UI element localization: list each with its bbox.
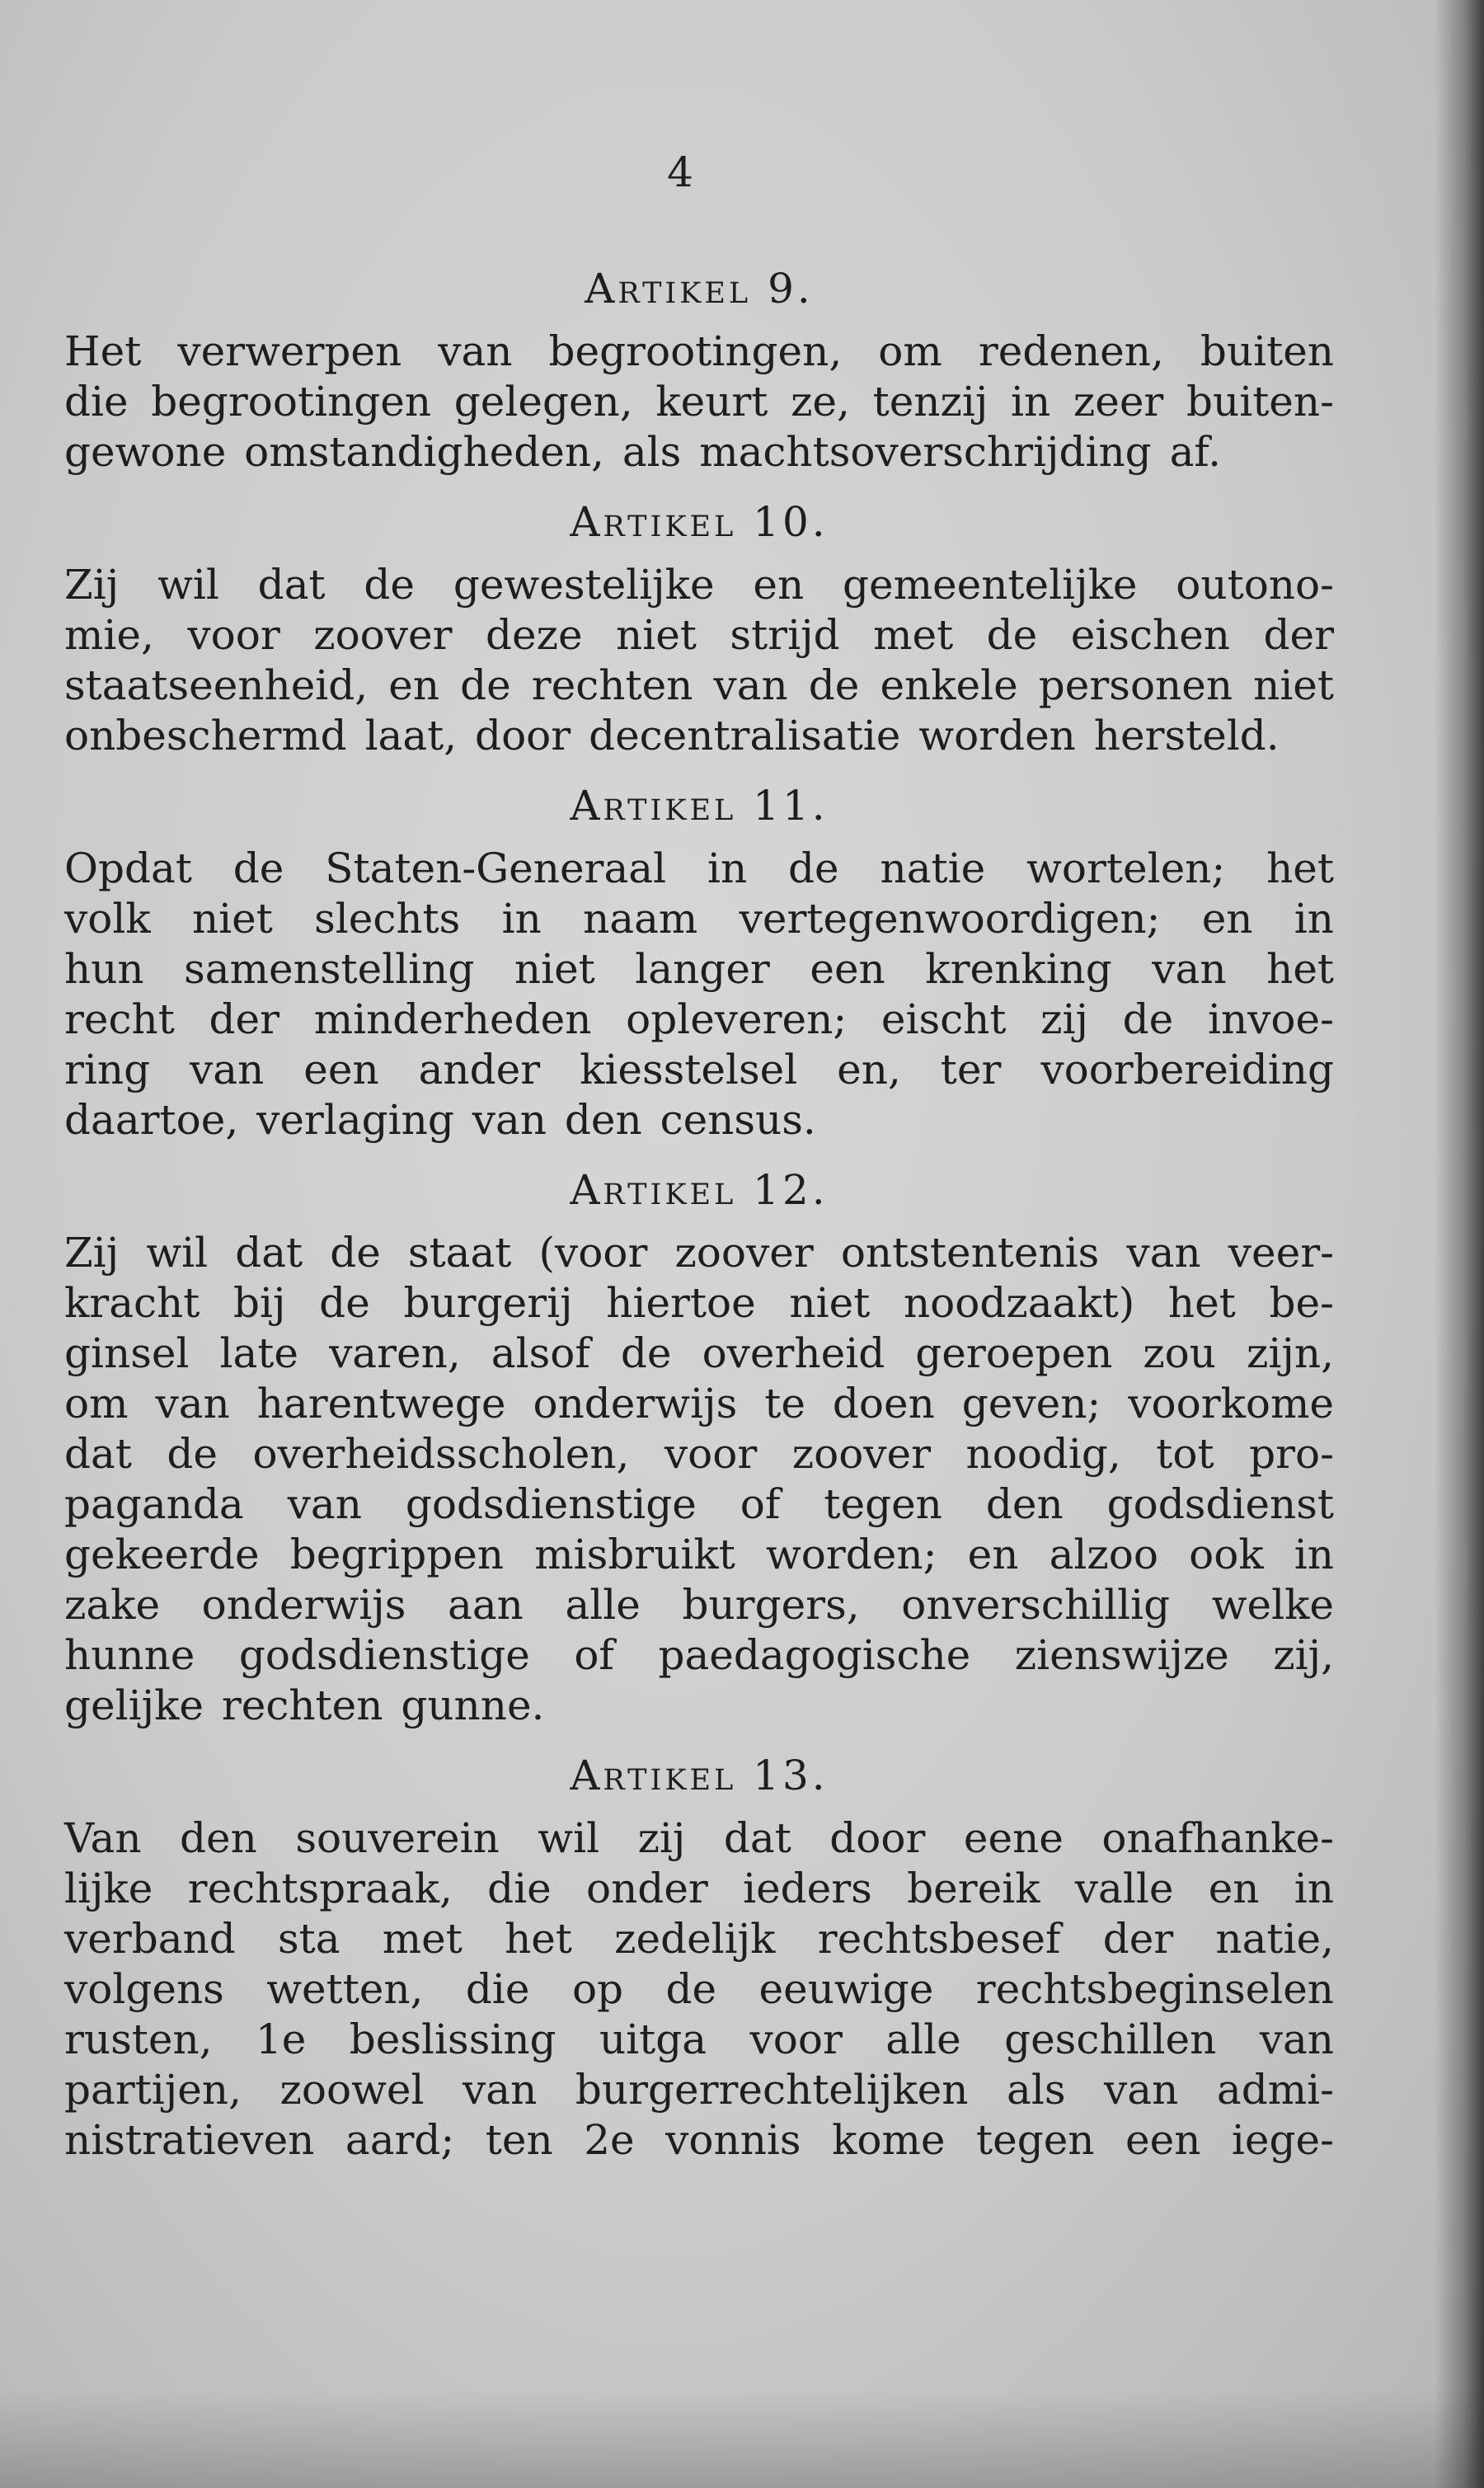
text-line: Van den souverein wil zij dat door eene onafhanke- bbox=[64, 1814, 1334, 1862]
article-heading: Artikel 12. bbox=[570, 1166, 829, 1214]
text-line: volgens wetten, die op de eeuwige rechtsbeginselen bbox=[64, 1965, 1334, 2013]
text-line: daartoe, verlaging van den census. bbox=[64, 1096, 816, 1144]
text-line: die begrootingen gelegen, keurt ze, tenzij in zeer buiten- bbox=[64, 378, 1334, 426]
article-heading: Artikel 11. bbox=[570, 782, 829, 830]
text-line: ring van een ander kiesstelsel en, ter voorbereiding bbox=[64, 1046, 1334, 1093]
text-line: kracht bij de burgerij hiertoe niet noodzaakt) het be- bbox=[64, 1279, 1334, 1327]
page-edge-shadow bbox=[1435, 0, 1484, 2488]
text-line: hunne godsdienstige of paedagogische zienswijze zij, bbox=[64, 1631, 1334, 1679]
article-heading: Artikel 13. bbox=[570, 1752, 829, 1799]
article-10 bbox=[64, 497, 1334, 761]
text-line: nistratieven aard; ten 2e vonnis kome tegen een iege- bbox=[64, 2116, 1334, 2164]
text-line: staatseenheid, en de rechten van de enkele personen niet bbox=[64, 661, 1334, 709]
text-line: Het verwerpen van begrootingen, om redenen, buiten bbox=[64, 327, 1334, 375]
article-9 bbox=[64, 264, 1334, 477]
text-line: ginsel late varen, alsof de overheid geroepen zou zijn, bbox=[64, 1329, 1334, 1377]
text-line: gewone omstandigheden, als machtsoverschrijding af. bbox=[64, 428, 1222, 476]
text-line: zake onderwijs aan alle burgers, onverschillig welke bbox=[64, 1581, 1334, 1629]
text-line: partijen, zoowel van burgerrechtelijken als van admi- bbox=[64, 2066, 1334, 2114]
article-12 bbox=[64, 1165, 1334, 1731]
text-line: hun samenstelling niet langer een krenking van het bbox=[64, 945, 1334, 993]
page-bottom-shadow bbox=[0, 2389, 1484, 2488]
text-column bbox=[64, 247, 1334, 2185]
text-line: recht der minderheden opleveren; eischt zij de invoe- bbox=[64, 995, 1334, 1043]
text-line: onbeschermd laat, door decentralisatie worden hersteld. bbox=[64, 712, 1280, 760]
article-11 bbox=[64, 781, 1334, 1145]
article-heading: Artikel 9. bbox=[585, 265, 814, 313]
text-line: Zij wil dat de staat (voor zoover ontstentenis van veer- bbox=[64, 1229, 1334, 1277]
text-line: gelijke rechten gunne. bbox=[64, 1681, 545, 1729]
text-line: om van harentwege onderwijs te doen geven; voorkome bbox=[64, 1380, 1334, 1427]
article-13 bbox=[64, 1751, 1334, 2166]
text-line: lijke rechtspraak, die onder ieders bereik valle en in bbox=[64, 1865, 1334, 1912]
text-line: verband sta met het zedelijk rechtsbesef der natie, bbox=[64, 1915, 1334, 1963]
text-line: paganda van godsdienstige of tegen den godsdienst bbox=[64, 1480, 1334, 1528]
text-line: mie, voor zoover deze niet strijd met de eischen der bbox=[64, 611, 1334, 659]
text-line: gekeerde begrippen misbruikt worden; en alzoo ook in bbox=[64, 1531, 1334, 1578]
article-heading: Artikel 10. bbox=[570, 498, 829, 546]
page-number: 4 bbox=[667, 148, 693, 196]
text-line: volk niet slechts in naam vertegenwoordigen; en in bbox=[64, 895, 1334, 943]
text-line: Zij wil dat de gewestelijke en gemeentelijke outono- bbox=[64, 561, 1334, 609]
text-line: dat de overheidsscholen, voor zoover noodig, tot pro- bbox=[64, 1430, 1334, 1478]
text-line: rusten, 1e beslissing uitga voor alle geschillen van bbox=[64, 2015, 1334, 2063]
text-line: Opdat de Staten-Generaal in de natie wortelen; het bbox=[64, 844, 1334, 892]
